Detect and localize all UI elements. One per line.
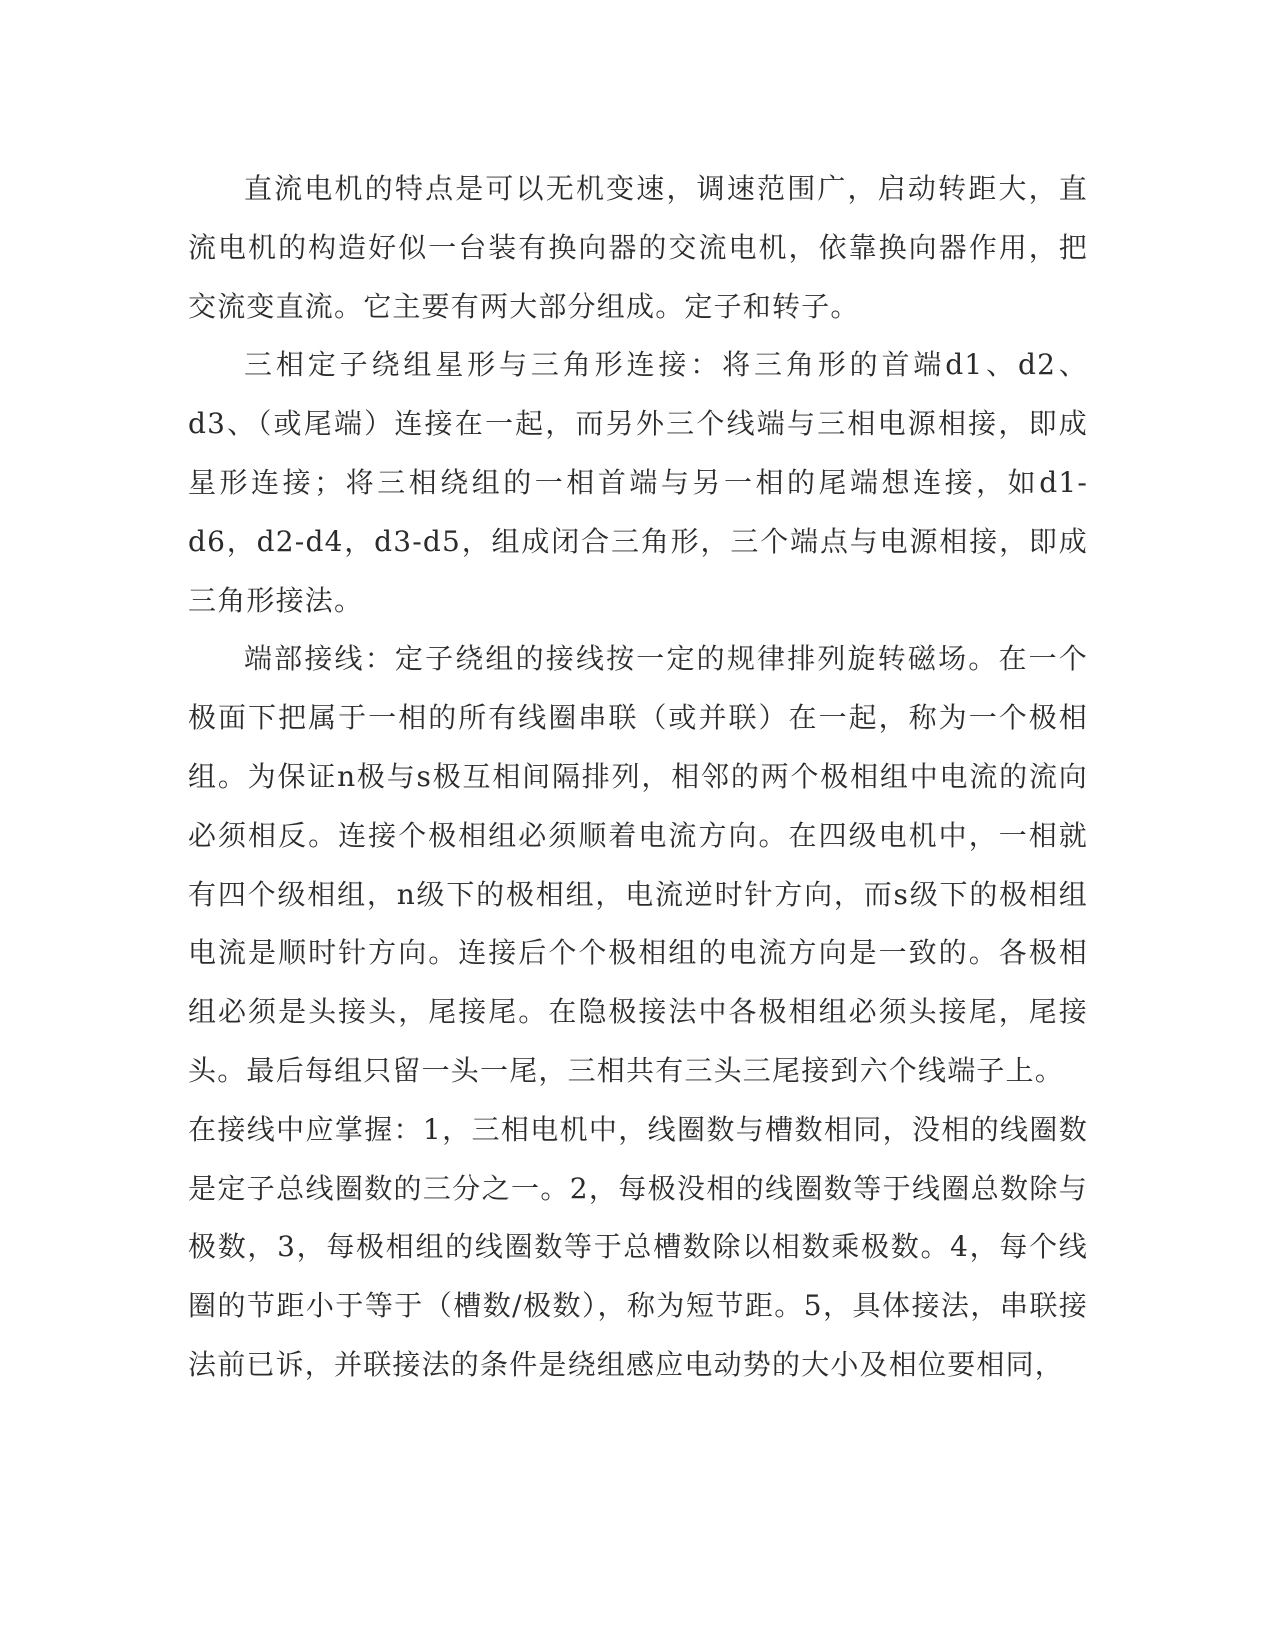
- document-body: [188, 160, 1088, 1395]
- paragraph-star-delta-connection: 三相定子绕组星形与三角形连接：将三角形的首端d1、d2、d3、（或尾端）连接在一起，而另外三个线端与三相电源相接，即成星形连接；将三相绕组的一相首端与另一相的尾端想连接，如d1-d6，d2-d4，d3-d5，组成闭合三角形，三个端点与电源相接，即成三角形接法。: [188, 348, 1088, 617]
- paragraph-dc-motor: 直流电机的特点是可以无机变速，调速范围广，启动转距大，直流电机的构造好似一台装有换向器的交流电机，依靠换向器作用，把交流变直流。它主要有两大部分组成。定子和转子。: [188, 172, 1088, 323]
- paragraph-end-wiring: 端部接线：定子绕组的接线按一定的规律排列旋转磁场。在一个极面下把属于一相的所有线圈串联（或并联）在一起，称为一个极相组。为保证n极与s极互相间隔排列，相邻的两个极相组中电流的流向必须相反。连接个极相组必须顺着电流方向。在四级电机中，一相就有四个级相组，n级下的极相组，电流逆时针方向，而s级下的极相组电流是顺时针方向。连接后个个极相组的电流方向是一致的。各极相组必须是头接头，尾接尾。在隐极接法中各极相组必须头接尾，尾接头。最后每组只留一头一尾，三相共有三头三尾接到六个线端子上。: [188, 642, 1088, 1087]
- paragraph-wiring-rules: 在接线中应掌握：1，三相电机中，线圈数与槽数相同，没相的线圈数是定子总线圈数的三分之一。2，每极没相的线圈数等于线圈总数除与极数，3，每极相组的线圈数等于总槽数除以相数乘极数。4，每个线圈的节距小于等于（槽数/极数），称为短节距。5，具体接法，串联接法前已诉，并联接法的条件是绕组感应电动势的大小及相位要相同，: [188, 1112, 1088, 1381]
